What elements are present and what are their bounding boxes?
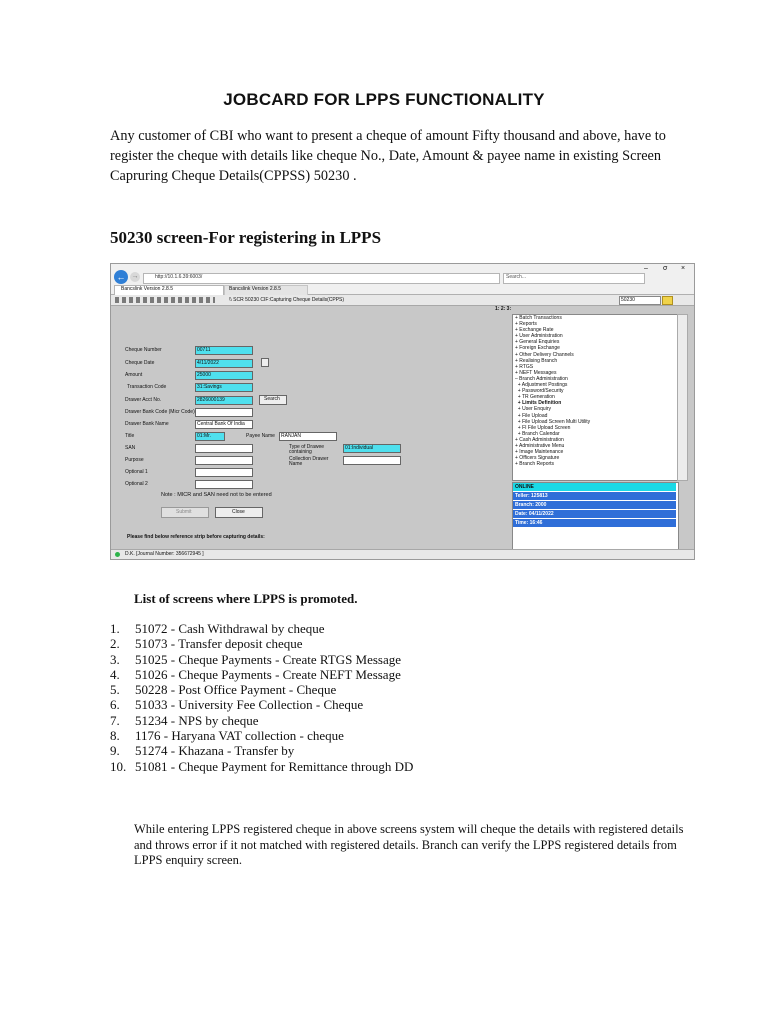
help-icon[interactable] xyxy=(662,296,673,305)
drawer-bank-code-label: Drawer Bank Code (Micr Code) xyxy=(125,409,195,415)
list-item-text: 51025 - Cheque Payments - Create RTGS Message xyxy=(135,651,402,667)
list-item-text: 51033 - University Fee Collection - Cheque xyxy=(135,697,364,713)
menu-item[interactable]: + Realising Branch xyxy=(515,357,558,364)
search-placeholder: Search... xyxy=(506,274,527,280)
status-online: ONLINE xyxy=(515,484,534,490)
menu-item[interactable]: – Branch Administration xyxy=(515,375,568,382)
optional1-label: Optional 1 xyxy=(125,469,148,475)
status-time: Time: 16:46 xyxy=(515,520,543,526)
menu-item[interactable]: + Branch Reports xyxy=(515,461,555,468)
calendar-icon[interactable] xyxy=(261,358,269,367)
menu-item[interactable]: + Limits Definition xyxy=(515,400,562,407)
tab-bancslink-1-label: Bancslink Version 2.8.5 xyxy=(121,286,173,292)
list-item xyxy=(110,743,413,758)
list-item-text: 50228 - Post Office Payment - Cheque xyxy=(135,682,337,698)
menu-item[interactable]: + Administrative Menu xyxy=(515,442,565,449)
list-item xyxy=(110,652,413,667)
drawer-acct-label: Drawer Acct No. xyxy=(125,397,162,403)
type-of-drawee-sub: containing xyxy=(289,449,312,455)
menu-item[interactable]: + User Enquiry xyxy=(515,406,551,413)
menu-item[interactable]: + File Upload xyxy=(515,412,548,419)
list-item xyxy=(110,621,413,636)
payee-name-value: RANJAN xyxy=(281,433,302,439)
menu-item[interactable]: + NEFT Messages xyxy=(515,369,557,376)
status-branch: Branch: 2000 xyxy=(515,502,547,508)
menu-item[interactable]: + FI File Upload Screen xyxy=(515,424,571,431)
type-of-drawee-label: Type of Drawee xyxy=(289,444,325,450)
back-button[interactable]: ← xyxy=(114,270,128,284)
toolbar-icons[interactable] xyxy=(115,297,215,303)
app-screenshot xyxy=(110,263,695,560)
list-item xyxy=(110,667,413,682)
list-item xyxy=(110,713,413,728)
screen-code-value: 50230 xyxy=(621,297,635,303)
close-button-label: Close xyxy=(232,509,245,515)
list-item-text: 51274 - Khazana - Transfer by xyxy=(135,743,295,759)
list-item-number: 6. xyxy=(110,697,120,713)
maximize-button[interactable]: σ xyxy=(663,265,668,272)
list-item xyxy=(110,636,413,651)
list-item-number: 2. xyxy=(110,636,120,652)
status-date: Date: 04/11/2022 xyxy=(515,511,554,517)
san-label: SAN xyxy=(125,445,136,451)
menu-item[interactable]: + Image Maintenance xyxy=(515,449,564,456)
menu-item[interactable]: + Exchange Rate xyxy=(515,327,554,334)
menu-item[interactable]: + TR Generation xyxy=(515,394,555,401)
minimize-button[interactable]: – xyxy=(644,265,648,272)
promoted-screens-list xyxy=(110,621,413,774)
menu-list xyxy=(515,315,675,467)
closing-paragraph: While entering LPPS registered cheque in above screens system will cheque the details with registered details and throws error if it not matched with registered details. Branch can verify the LPPS registered details from LPPS enquiry screen. xyxy=(134,822,684,867)
document-title: JOBCARD FOR LPPS FUNCTIONALITY xyxy=(223,90,545,109)
list-item xyxy=(110,682,413,697)
amount-label: Amount xyxy=(125,372,143,378)
list-item xyxy=(110,697,413,712)
status-online-bar xyxy=(513,483,676,491)
san-input[interactable] xyxy=(195,444,253,453)
menu-item[interactable]: + File Upload Screen Multi Utility xyxy=(515,418,591,425)
purpose-label: Purpose xyxy=(125,457,144,463)
menu-item[interactable]: + Batch Transactions xyxy=(515,315,562,321)
list-item-number: 4. xyxy=(110,666,120,682)
amount-value: 25000 xyxy=(197,372,211,378)
menu-scrollbar[interactable] xyxy=(677,314,688,481)
title-label: Title xyxy=(125,433,135,439)
drawer-bank-name-value: Central Bank Of India xyxy=(197,421,245,427)
list-item-text: 51072 - Cash Withdrawal by cheque xyxy=(135,621,325,636)
page-strip xyxy=(111,306,686,313)
menu-item[interactable]: + General Enquiries xyxy=(515,339,560,346)
list-item-text: 51234 - NPS by cheque xyxy=(135,712,259,728)
cheque-number-value: 00711 xyxy=(197,347,211,353)
list-item-text: 51081 - Cheque Payment for Remittance through DD xyxy=(135,758,414,774)
list-item-number: 5. xyxy=(110,682,120,698)
drawer-bank-code-input[interactable] xyxy=(195,408,253,417)
drawer-acct-value: 2826000139 xyxy=(197,397,225,403)
list-item xyxy=(110,759,413,774)
list-item xyxy=(110,728,413,743)
tab-bancslink-2-label: Bancslink Version 2.8.5 xyxy=(229,286,281,292)
menu-item[interactable]: + User Administration xyxy=(515,333,563,340)
search-button-label: Search xyxy=(264,396,280,402)
page-indicator: 1: 2: 3: xyxy=(495,306,512,312)
statusbar-text: D.K. [Journal Number: 356672945 ] xyxy=(125,551,204,557)
close-window-button[interactable]: × xyxy=(681,265,686,272)
cheque-number-label: Cheque Number xyxy=(125,347,162,353)
list-item-text: 1176 - Haryana VAT collection - cheque xyxy=(135,728,344,744)
menu-item[interactable]: + Officers Signature xyxy=(515,455,560,462)
app-breadcrumb: \\ SCR 50230 CIF:Capturing Cheque Details(CPPS) xyxy=(229,297,345,303)
payee-name-label: Payee Name xyxy=(246,433,275,439)
type-of-drawee-value: 01:Individual xyxy=(345,445,374,451)
status-teller: Teller: 125813 xyxy=(515,493,548,499)
menu-item[interactable]: + Other Delivery Channels xyxy=(515,351,574,358)
optional2-label: Optional 2 xyxy=(125,481,148,487)
note-text: Note : MICR and SAN need not to be entered xyxy=(161,492,272,498)
list-item-text: 51073 - Transfer deposit cheque xyxy=(135,636,303,652)
intro-paragraph: Any customer of CBI who want to present a cheque of amount Fifty thousand and above, have to register the cheque with details like cheque No., Date, Amount & payee name in existing Screen Capruring Cheque Details(CPPSS) 50230 . xyxy=(110,128,666,184)
list-item-number: 9. xyxy=(110,743,120,759)
forward-button[interactable]: → xyxy=(131,273,139,280)
list-title: List of screens where LPPS is promoted. xyxy=(134,591,358,606)
section-heading: 50230 screen-For registering in LPPS xyxy=(110,228,382,247)
list-item-text: 51026 - Cheque Payments - Create NEFT Message xyxy=(135,666,401,682)
list-item-number: 1. xyxy=(110,621,120,636)
menu-item[interactable]: + RTGS xyxy=(515,363,534,370)
list-item-number: 7. xyxy=(110,712,120,728)
collection-drawer-label: Collection Drawer xyxy=(289,456,329,462)
menu-item[interactable]: + Cash Administration xyxy=(515,436,564,443)
transaction-code-value: 31:Savings xyxy=(197,384,222,390)
menu-item[interactable]: + Reports xyxy=(515,321,537,328)
status-led-icon xyxy=(115,552,120,557)
title-value: 01:Mr. xyxy=(197,433,211,439)
cheque-date-label: Cheque Date xyxy=(125,360,155,366)
menu-item[interactable]: + Foreign Exchange xyxy=(515,345,560,352)
footer-note: Please find below reference strip before capturing details: xyxy=(127,534,265,540)
purpose-input[interactable] xyxy=(195,456,253,465)
collection-drawer-select[interactable] xyxy=(343,456,401,465)
cheque-date-value: 4/11/2022 xyxy=(197,360,219,366)
menu-item[interactable]: + Branch Calendar xyxy=(515,430,560,437)
optional1-input[interactable] xyxy=(195,468,253,477)
transaction-code-label: Transaction Code xyxy=(127,384,167,390)
menu-item[interactable]: + Adjustment Postings xyxy=(515,382,568,389)
collection-drawer-sub: Name xyxy=(289,461,303,467)
drawer-bank-name-label: Drawer Bank Name xyxy=(125,421,169,427)
submit-button-label: Submit xyxy=(176,509,192,515)
address-url: http://10.1.6.39:6003/ xyxy=(155,274,203,280)
list-item-number: 8. xyxy=(110,728,120,744)
list-item-number: 10. xyxy=(110,758,127,774)
optional2-input[interactable] xyxy=(195,480,253,489)
list-item-number: 3. xyxy=(110,651,120,667)
menu-item[interactable]: + Password/Security xyxy=(515,388,564,395)
